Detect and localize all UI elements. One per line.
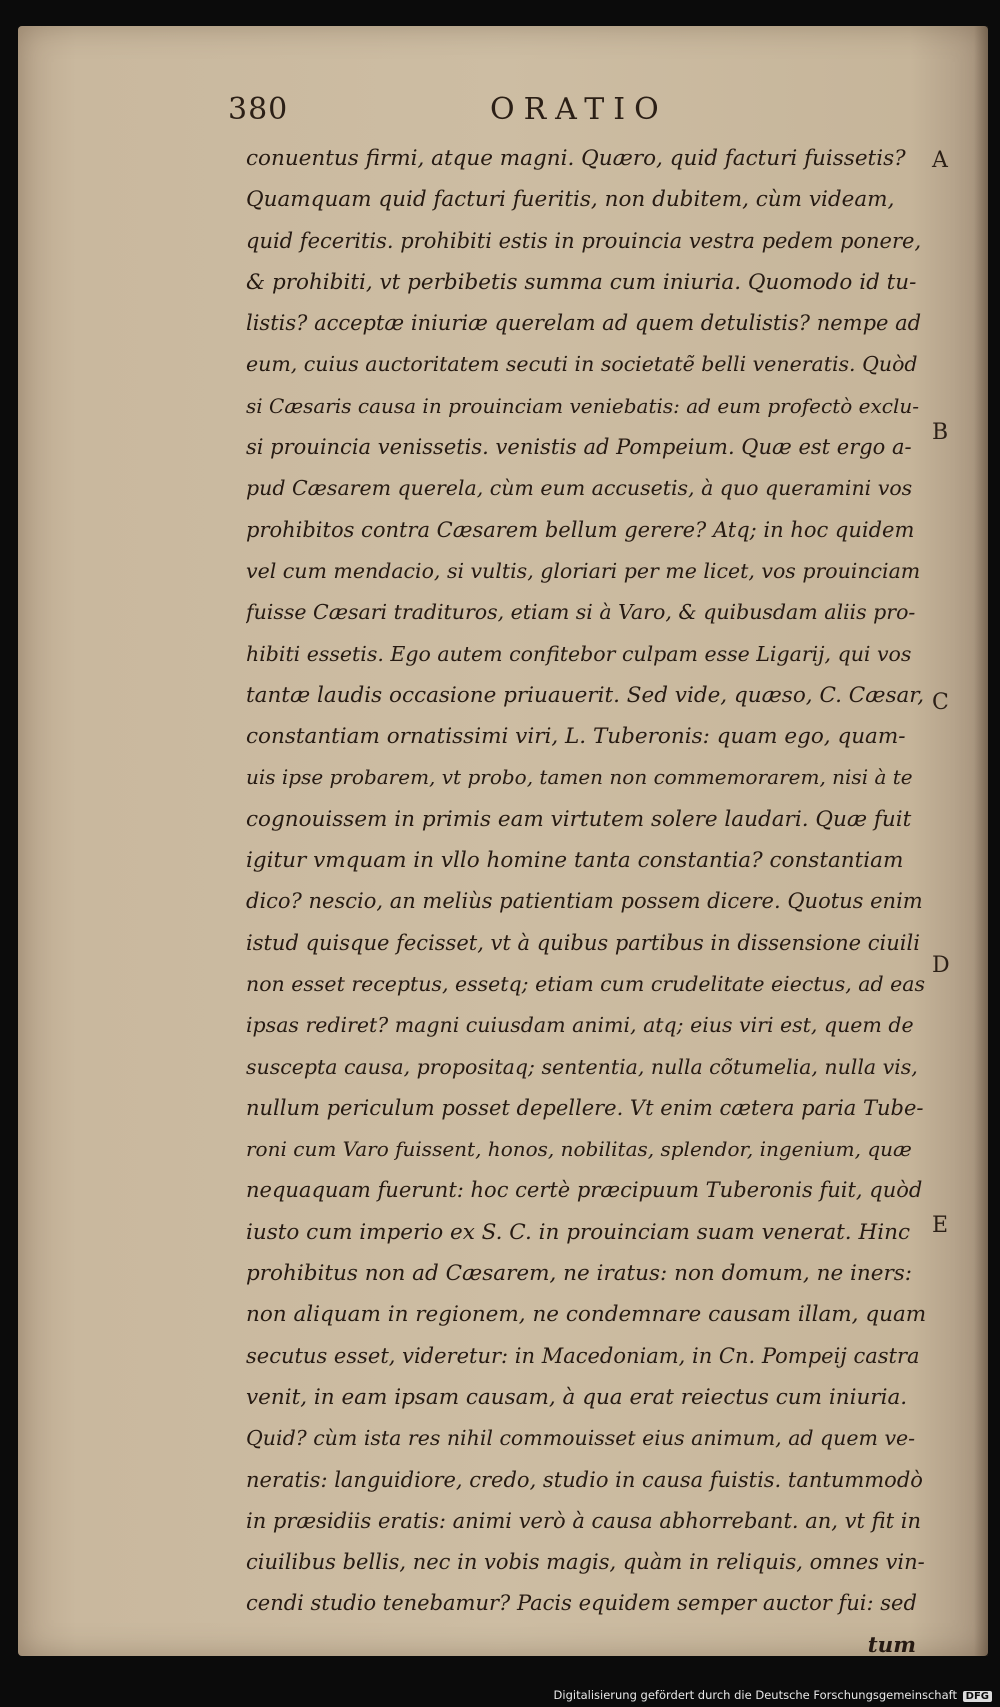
text-line: venit, in eam ipsam causam, à qua erat reiectus cum iniuria. — [246, 1384, 908, 1410]
margin-letter-e: E — [932, 1213, 949, 1238]
text-line: tantæ laudis occasione priuauerit. Sed vide, quæso, C. Cæsar, — [246, 682, 925, 708]
text-line: conuentus firmi, atque magni. Quæro, quid facturi fuissetis? — [246, 146, 906, 171]
text-line: si Cæsaris causa in prouinciam veniebatis: ad eum profectò exclu- — [246, 393, 919, 418]
text-line: igitur vmquam in vllo homine tanta constantia? constantiam — [246, 848, 904, 874]
text-line: nequaquam fuerunt: hoc certè præcipuum Tuberonis fuit, quòd — [246, 1178, 923, 1203]
page-header-title: ORATIO — [490, 92, 668, 127]
text-line: pud Cæsarem querela, cùm eum accusetis, à quo queramini vos — [246, 476, 913, 501]
text-line: Quid? cùm ista res nihil commouisset eius animum, ad quem ve- — [246, 1426, 916, 1451]
text-line: eum, cuius auctoritatem secuti in societatẽ belli veneratis. Quòd — [246, 352, 918, 377]
margin-letter-d: D — [932, 953, 950, 978]
digitization-credit — [554, 1688, 992, 1702]
text-line: cendi studio tenebamur? Pacis equidem semper auctor fui: sed — [246, 1591, 917, 1616]
text-line: fuisse Cæsari tradituros, etiam si à Varo, & quibusdam aliis pro- — [246, 600, 916, 625]
margin-letter-b: B — [932, 420, 949, 445]
text-line: non esset receptus, essetq; etiam cum crudelitate eiectus, ad eas — [246, 971, 926, 996]
text-line: quid feceritis. prohibiti estis in prouincia vestra pedem ponere, — [246, 228, 922, 253]
text-line: iusto cum imperio ex S. C. in prouinciam suam venerat. Hinc — [246, 1219, 910, 1245]
margin-letter-c: C — [932, 690, 949, 715]
body-text — [246, 138, 926, 1666]
dfg-logo: DFG — [963, 1691, 992, 1702]
text-line: & prohibiti, vt perbibetis summa cum iniuria. Quomodo id tu- — [246, 269, 917, 295]
text-line: dico? nescio, an meliùs patientiam possem dicere. Quotus enim — [246, 889, 923, 914]
page-edge-shadow — [974, 26, 988, 1656]
text-line: prohibitus non ad Cæsarem, ne iratus: non domum, ne iners: — [246, 1261, 913, 1287]
text-line: constantiam ornatissimi viri, L. Tuberonis: quam ego, quam- — [246, 724, 906, 750]
credit-text: Digitalisierung gefördert durch die Deutsche Forschungsgemeinschaft — [553, 1688, 957, 1702]
text-line: cognouissem in primis eam virtutem solere laudari. Quæ fuit — [246, 806, 912, 832]
text-line: non aliquam in regionem, ne condemnare causam illam, quam — [246, 1302, 926, 1328]
page-number: 380 — [228, 92, 289, 127]
text-line: si prouincia venissetis. venistis ad Pompeium. Quæ est ergo a- — [246, 435, 912, 460]
catchword: tum — [867, 1632, 916, 1658]
running-head — [228, 92, 748, 138]
text-line: hibiti essetis. Ego autem confitebor culpam esse Ligarij, qui vos — [246, 641, 912, 666]
text-line: Quamquam quid facturi fueritis, non dubitem, cùm videam, — [246, 187, 895, 213]
text-line: nullum periculum posset depellere. Vt enim cætera paria Tube- — [246, 1095, 924, 1120]
text-line: suscepta causa, propositaq; sententia, nulla cõtumelia, nulla vis, — [246, 1054, 918, 1079]
text-line: prohibitos contra Cæsarem bellum gerere? Atq; in hoc quidem — [246, 517, 915, 542]
text-line: vel cum mendacio, si vultis, gloriari per me licet, vos prouinciam — [246, 558, 921, 583]
text-line: istud quisque fecisset, vt à quibus partibus in dissensione ciuili — [246, 930, 920, 955]
margin-letter-a: A — [932, 148, 948, 173]
text-line: ipsas rediret? magni cuiusdam animi, atq; eius viri est, quem de — [246, 1013, 914, 1038]
text-line: neratis: languidiore, credo, studio in causa fuistis. tantummodò — [246, 1467, 923, 1492]
text-line: uis ipse probarem, vt probo, tamen non commemorarem, nisi à te — [246, 765, 913, 790]
text-line: secutus esset, videretur: in Macedoniam, in Cn. Pompeij castra — [246, 1343, 920, 1368]
text-line: in præsidiis eratis: animi verò à causa abhorrebant. an, vt fit in — [246, 1508, 921, 1533]
text-line: ciuilibus bellis, nec in vobis magis, quàm in reliquis, omnes vin- — [246, 1550, 925, 1575]
text-line: roni cum Varo fuissent, honos, nobilitas, splendor, ingenium, quæ — [246, 1137, 912, 1162]
text-line: listis? acceptæ iniuriæ querelam ad quem detulistis? nempe ad — [246, 311, 922, 336]
